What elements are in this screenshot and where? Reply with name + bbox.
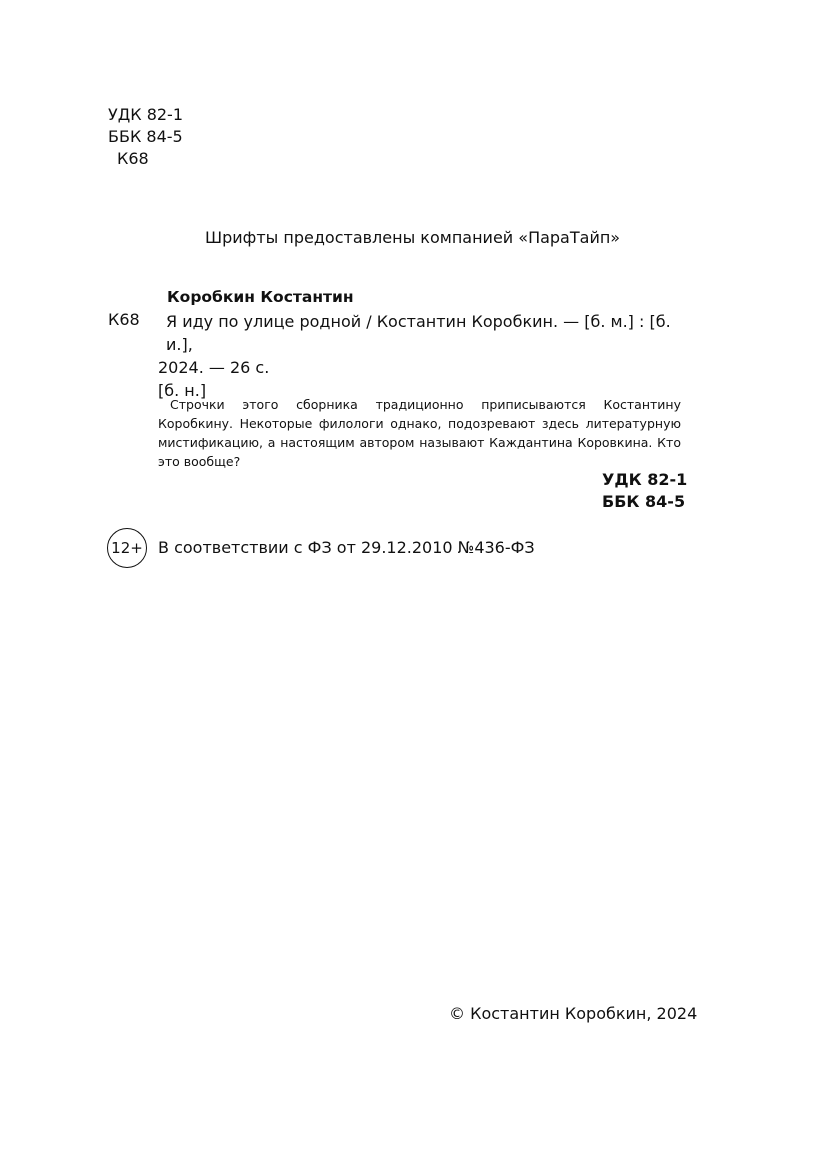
- annotation-text: Строчки этого сборника традиционно приписываются Костантину Коробкину. Некоторые филологи однако, подозревают здесь литературную мистификацию, а настоящим автором называют Каждантина Коровкина. Кто это вообще?: [158, 397, 681, 469]
- bibliographic-year-pages: 2024. — 26 с.: [158, 358, 270, 377]
- age-rating-law-note: В соответствии с ФЗ от 29.12.2010 №436-ФЗ: [158, 538, 535, 557]
- bbk-code: ББК 84-5: [108, 127, 183, 146]
- age-rating-badge: [107, 528, 147, 568]
- classification-codes-top: [108, 104, 183, 170]
- author-cipher: К68: [117, 149, 149, 168]
- catalog-author: Коробкин Костантин: [167, 288, 354, 306]
- age-rating-label: 12+: [111, 539, 143, 557]
- udk-code-bold: УДК 82-1: [602, 470, 688, 489]
- bibliographic-title-line: Я иду по улице родной / Костантин Коробкин. — [б. м.] : [б. и.],: [166, 312, 671, 354]
- udk-code: УДК 82-1: [108, 105, 184, 124]
- annotation: [158, 395, 681, 471]
- copyright-notice: © Костантин Коробкин, 2024: [449, 1004, 698, 1023]
- bibliographic-note: [б. н.]: [158, 381, 207, 400]
- bbk-code-bold: ББК 84-5: [602, 492, 686, 511]
- fonts-credit: Шрифты предоставлены компанией «ПараТайп»: [205, 228, 621, 247]
- bibliographic-record: [158, 310, 678, 402]
- classification-codes-right: [602, 469, 687, 513]
- catalog-cipher: К68: [108, 310, 140, 329]
